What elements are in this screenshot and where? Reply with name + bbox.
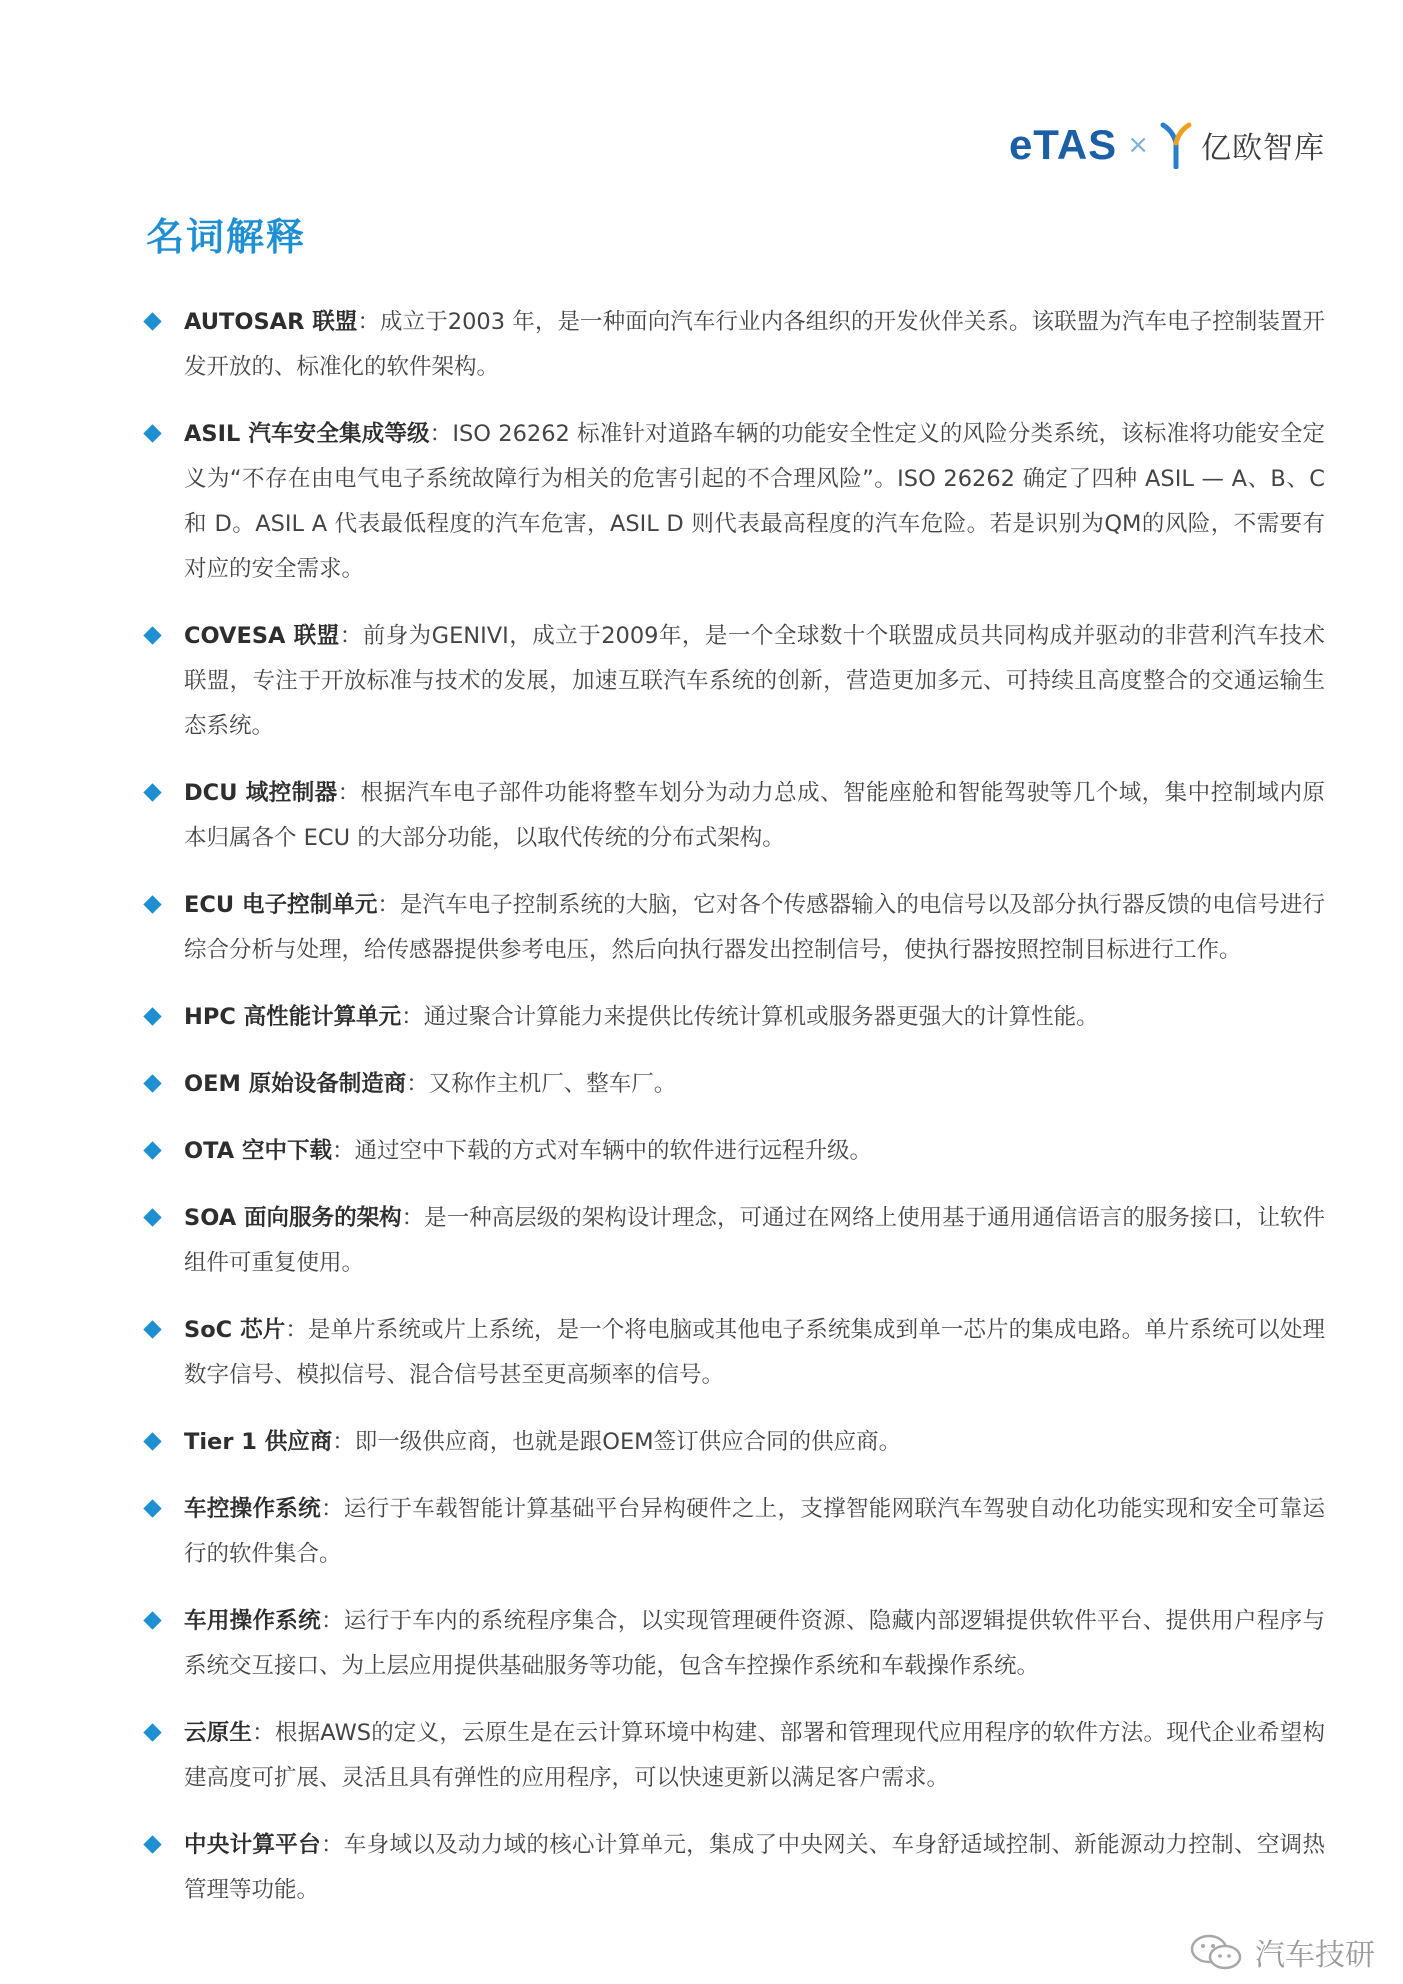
etas-logo: eTAS <box>1008 121 1118 168</box>
glossary-definition: ：ISO 26262 标准针对道路车辆的功能安全性定义的风险分类系统，该标准将功能安全定义为“不存在由电气电子系统故障行为相关的危害引起的不合理风险”。ISO 26262 确定了四种 ASIL — A、B、C 和 D。ASIL A 代表最低程度的汽车危害，ASIL D 则代表最高程度的汽车危险。若是识别为QM的风险，不需要有对应的安全需求。 <box>184 421 1325 582</box>
diamond-bullet-icon <box>143 895 161 913</box>
diamond-bullet-icon <box>143 1007 161 1025</box>
glossary-definition: ：前身为GENIVI，成立于2009年，是一个全球数十个联盟成员共同构成并驱动的非营利汽车技术联盟，专注于开放标准与技术的发展，加速互联汽车系统的创新，营造更加多元、可持续且高度整合的交通运输生态系统。 <box>184 623 1325 739</box>
glossary-definition: ：根据AWS的定义，云原生是在云计算环境中构建、部署和管理现代应用程序的软件方法。现代企业希望构建高度可扩展、灵活且具有弹性的应用程序，可以快速更新以满足客户需求。 <box>184 1720 1325 1791</box>
wechat-icon <box>1189 1932 1245 1972</box>
diamond-bullet-icon <box>143 1074 161 1092</box>
yiou-logo-text: 亿欧智库 <box>1201 131 1325 166</box>
header-logo <box>1009 118 1325 172</box>
glossary-term: 中央计算平台 <box>184 1832 321 1858</box>
glossary-term: SoC 芯片 <box>184 1317 286 1343</box>
logo-separator: × <box>1127 130 1149 160</box>
glossary-term: HPC 高性能计算单元 <box>184 1004 402 1030</box>
glossary-entry <box>146 1420 1325 1465</box>
glossary-definition: ：又称作主机厂、整车厂。 <box>406 1071 677 1097</box>
glossary-entry <box>146 1599 1325 1689</box>
glossary-definition: ：运行于车内的系统程序集合，以实现管理硬件资源、隐藏内部逻辑提供软件平台、提供用户程序与系统交互接口、为上层应用提供基础服务等功能，包含车控操作系统和车载操作系统。 <box>184 1608 1325 1679</box>
glossary-term: Tier 1 供应商 <box>184 1429 333 1455</box>
diamond-bullet-icon <box>143 1499 161 1517</box>
glossary-entry <box>146 883 1325 973</box>
glossary-definition: ：是汽车电子控制系统的大脑，它对各个传感器输入的电信号以及部分执行器反馈的电信号进行综合分析与处理，给传感器提供参考电压，然后向执行器发出控制信号，使执行器按照控制目标进行工作。 <box>184 892 1325 963</box>
glossary-entry <box>146 300 1325 390</box>
glossary-definition: ：车身域以及动力域的核心计算单元，集成了中央网关、车身舒适域控制、新能源动力控制、空调热管理等功能。 <box>184 1832 1325 1903</box>
glossary-term: SOA 面向服务的架构 <box>184 1205 402 1231</box>
diamond-bullet-icon <box>143 1320 161 1338</box>
glossary-entry <box>146 1823 1325 1913</box>
glossary-entry <box>146 771 1325 861</box>
diamond-bullet-icon <box>143 312 161 330</box>
glossary-entry <box>146 995 1325 1040</box>
diamond-bullet-icon <box>143 1141 161 1159</box>
glossary-term: DCU 域控制器 <box>184 780 338 806</box>
glossary-definition: ：即一级供应商，也就是跟OEM签订供应合同的供应商。 <box>332 1429 902 1455</box>
glossary-definition: ：通过空中下载的方式对车辆中的软件进行远程升级。 <box>331 1138 872 1164</box>
diamond-bullet-icon <box>143 424 161 442</box>
page-title: 名词解释 <box>146 215 307 259</box>
glossary-term: 云原生 <box>184 1720 253 1746</box>
glossary-term: COVESA 联盟 <box>184 623 340 649</box>
watermark <box>1189 1930 1375 1974</box>
glossary-entry <box>146 412 1325 592</box>
glossary-term: ECU 电子控制单元 <box>184 892 378 918</box>
diamond-bullet-icon <box>143 1835 161 1853</box>
glossary-definition: ：运行于车载智能计算基础平台异构硬件之上，支撑智能网联汽车驾驶自动化功能实现和安全可靠运行的软件集合。 <box>184 1496 1325 1567</box>
glossary-entry <box>146 1711 1325 1801</box>
glossary-definition: ：是一种高层级的架构设计理念，可通过在网络上使用基于通用通信语言的服务接口，让软件组件可重复使用。 <box>184 1205 1325 1276</box>
watermark-text: 汽车技研 <box>1255 1938 1375 1973</box>
glossary-entry <box>146 1062 1325 1107</box>
glossary-term: AUTOSAR 联盟 <box>184 309 358 335</box>
glossary-entry <box>146 1196 1325 1286</box>
glossary-entry <box>146 1129 1325 1174</box>
glossary-term: 车控操作系统 <box>184 1496 321 1522</box>
diamond-bullet-icon <box>143 1432 161 1450</box>
glossary-definition: ：根据汽车电子部件功能将整车划分为动力总成、智能座舱和智能驾驶等几个域，集中控制域内原本归属各个 ECU 的大部分功能，以取代传统的分布式架构。 <box>184 780 1325 851</box>
diamond-bullet-icon <box>143 1723 161 1741</box>
glossary-definition: ：成立于2003 年，是一种面向汽车行业内各组织的开发伙伴关系。该联盟为汽车电子控制装置开发开放的、标准化的软件架构。 <box>184 309 1325 380</box>
glossary-term: OEM 原始设备制造商 <box>184 1071 407 1097</box>
yiou-logo-icon <box>1159 121 1193 169</box>
glossary-term: OTA 空中下载 <box>184 1138 332 1164</box>
diamond-bullet-icon <box>143 1208 161 1226</box>
glossary-term: 车用操作系统 <box>184 1608 321 1634</box>
glossary-entry <box>146 1308 1325 1398</box>
glossary-entry <box>146 1487 1325 1577</box>
glossary-list <box>146 300 1325 1935</box>
diamond-bullet-icon <box>143 783 161 801</box>
glossary-term: ASIL 汽车安全集成等级 <box>184 421 430 447</box>
diamond-bullet-icon <box>143 626 161 644</box>
glossary-entry <box>146 614 1325 749</box>
diamond-bullet-icon <box>143 1611 161 1629</box>
glossary-definition: ：通过聚合计算能力来提供比传统计算机或服务器更强大的计算性能。 <box>401 1004 1099 1030</box>
glossary-definition: ：是单片系统或片上系统，是一个将电脑或其他电子系统集成到单一芯片的集成电路。单片系统可以处理数字信号、模拟信号、混合信号甚至更高频率的信号。 <box>184 1317 1325 1388</box>
